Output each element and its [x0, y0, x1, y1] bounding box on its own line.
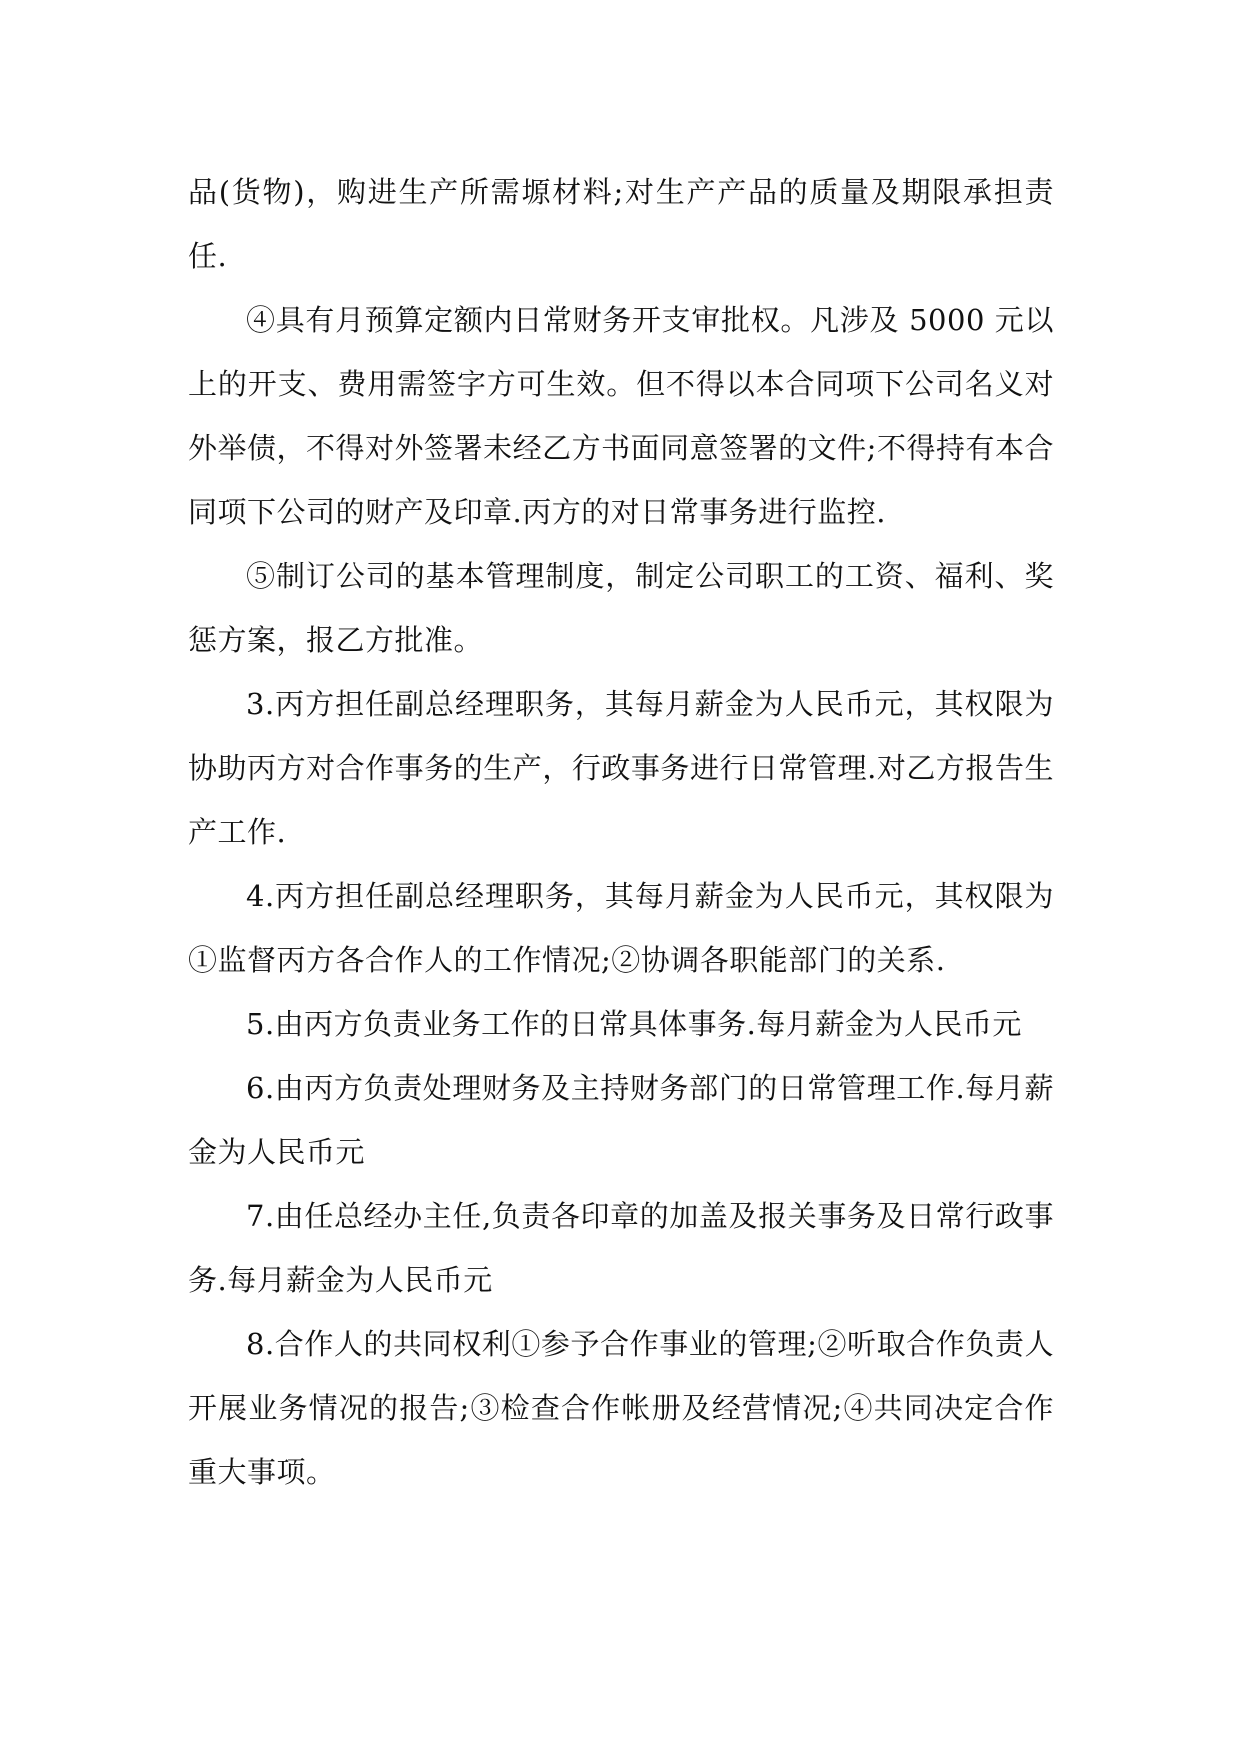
paragraph-clause-4: 4.丙方担任副总经理职务，其每月薪金为人民币元，其权限为①监督丙方各合作人的工作情况;②协调各职能部门的关系.	[188, 879, 1054, 977]
document-body	[188, 160, 1054, 1504]
paragraph-clause-5: 5.由丙方负责业务工作的日常具体事务.每月薪金为人民币元	[246, 1007, 1022, 1041]
paragraph-clause-3: 3.丙方担任副总经理职务，其每月薪金为人民币元，其权限为协助丙方对合作事务的生产，行政事务进行日常管理.对乙方报告生产工作.	[188, 687, 1054, 849]
paragraph-item-5: ⑤制订公司的基本管理制度，制定公司职工的工资、福利、奖惩方案，报乙方批准。	[188, 559, 1054, 657]
paragraph-continuation: 品(货物)，购进生产所需塬材料;对生产产品的质量及期限承担责任.	[188, 175, 1054, 273]
paragraph-item-4: ④具有月预算定额内日常财务开支审批权。凡涉及 5000 元以上的开支、费用需签字方可生效。但不得以本合同项下公司名义对外举债，不得对外签署未经乙方书面同意签署的文件;不得持有本合同项下公司的财产及印章.丙方的对日常事务进行监控.	[188, 303, 1054, 529]
paragraph-clause-7: 7.由任总经办主任,负责各印章的加盖及报关事务及日常行政事务.每月薪金为人民币元	[188, 1199, 1054, 1297]
paragraph-clause-8: 8.合作人的共同权利①参予合作事业的管理;②听取合作负责人开展业务情况的报告;③检查合作帐册及经营情况;④共同决定合作重大事项。	[188, 1327, 1054, 1489]
paragraph-clause-6: 6.由丙方负责处理财务及主持财务部门的日常管理工作.每月薪金为人民币元	[188, 1071, 1054, 1169]
